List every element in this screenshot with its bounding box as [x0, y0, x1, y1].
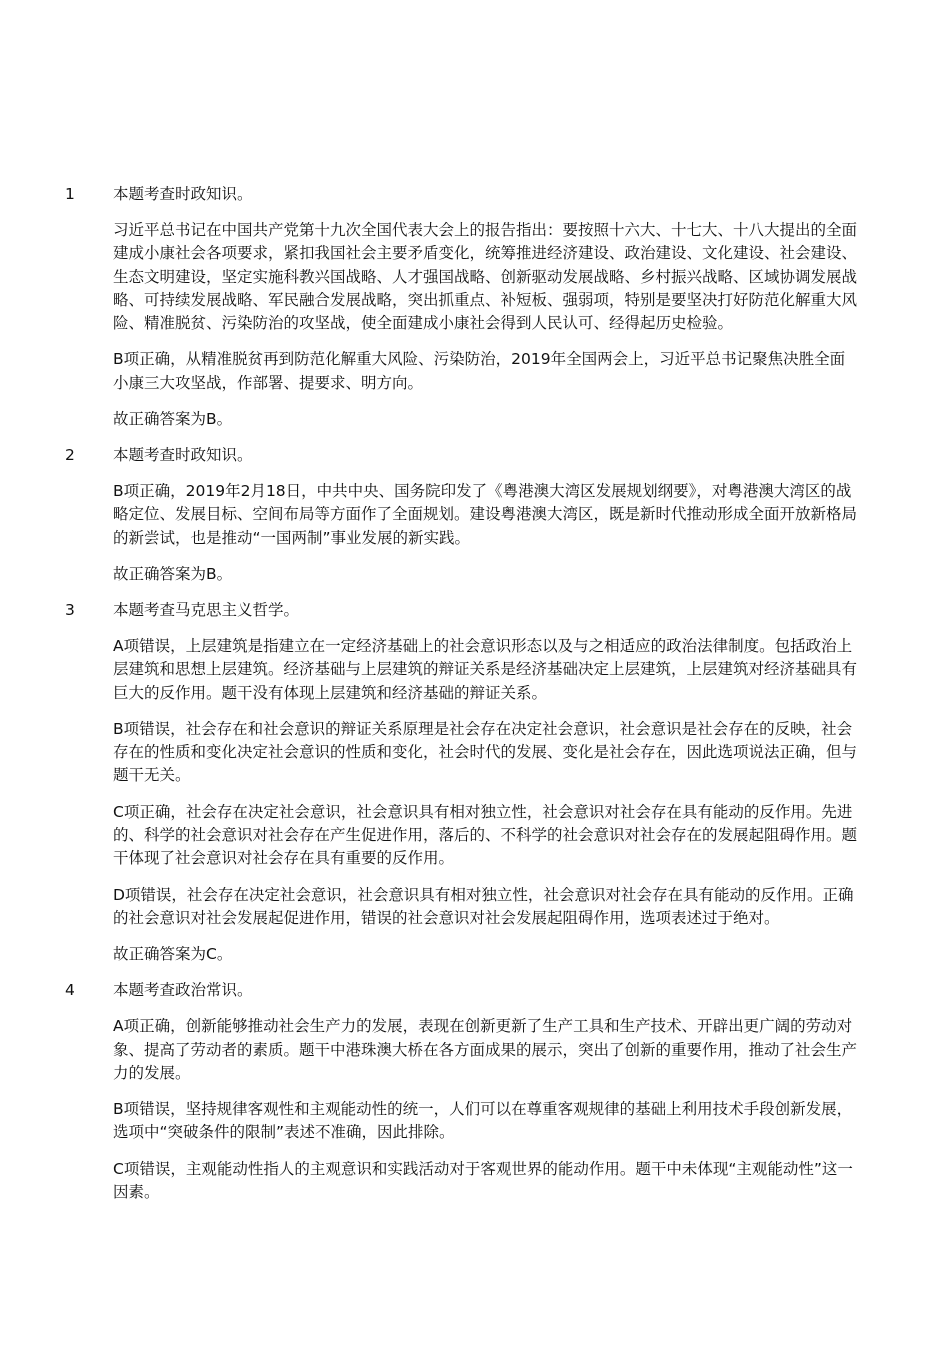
analysis-paragraph: C项错误，主观能动性指人的主观意识和实践活动对于客观世界的能动作用。题干中未体现“主观能动性”这一因素。 — [113, 1159, 853, 1202]
question-analysis-3 — [0, 599, 950, 966]
correct-answer: 故正确答案为B。 — [113, 564, 233, 583]
question-analysis-1 — [0, 183, 950, 431]
analysis-paragraph: D项错误，社会存在决定社会意识，社会意识具有相对独立性，社会意识对社会存在具有能动的反作用。正确的社会意识对社会发展起促进作用，错误的社会意识对社会发展起阻碍作用，选项表述过于绝对。 — [113, 885, 854, 927]
question-number: 2 — [65, 446, 75, 465]
analysis-page — [0, 183, 950, 1217]
question-analysis-2 — [0, 444, 950, 586]
question-topic: 本题考查马克思主义哲学。 — [113, 600, 300, 619]
question-number: 3 — [65, 600, 75, 619]
question-header — [0, 444, 950, 467]
question-topic: 本题考查时政知识。 — [113, 446, 253, 465]
analysis-paragraph: A项错误，上层建筑是指建立在一定经济基础上的社会意识形态以及与之相适应的政治法律制度。包括政治上层建筑和思想上层建筑。经济基础与上层建筑的辩证关系是经济基础决定上层建筑，上层建筑对经济基础具有巨大的反作用。题干没有体现上层建筑和经济基础的辩证关系。 — [113, 636, 858, 702]
question-header — [0, 183, 950, 206]
analysis-paragraph: A项正确，创新能够推动社会生产力的发展，表现在创新更新了生产工具和生产技术、开辟出更广阔的劳动对象、提高了劳动者的素质。题干中港珠澳大桥在各方面成果的展示，突出了创新的重要作用，推动了社会生产力的发展。 — [113, 1017, 858, 1082]
analysis-paragraph: C项正确，社会存在决定社会意识，社会意识具有相对独立性，社会意识对社会存在具有能动的反作用。先进的、科学的社会意识对社会存在产生促进作用，落后的、不科学的社会意识对社会存在的发展起阻碍作用。题干体现了社会意识对社会存在具有重要的反作用。 — [113, 802, 858, 868]
question-analysis-4 — [0, 979, 950, 1204]
analysis-paragraph: B项错误，坚持规律客观性和主观能动性的统一，人们可以在尊重客观规律的基础上利用技术手段创新发展，选项中“突破条件的限制”表述不准确，因此排除。 — [113, 1100, 853, 1142]
analysis-paragraph: 习近平总书记在中国共产党第十九次全国代表大会上的报告指出：要按照十六大、十七大、十八大提出的全面建成小康社会各项要求，紧扣我国社会主要矛盾变化，统筹推进经济建设、政治建设、文化建设、社会建设、生态文明建设，坚定实施科教兴国战略、人才强国战略、创新驱动发展战略、乡村振兴战略、区域协调发展战略、可持续发展战略、军民融合发展战略，突出抓重点、补短板、强弱项，特别是要坚决打好防范化解重大风险、精准脱贫、污染防治的攻坚战，使全面建成小康社会得到人民认可、经得起历史检验。 — [113, 221, 858, 333]
question-header — [0, 979, 950, 1002]
analysis-paragraph: B项正确，从精准脱贫再到防范化解重大风险、污染防治，2019年全国两会上，习近平总书记聚焦决胜全面小康三大攻坚战，作部署、提要求、明方向。 — [113, 350, 846, 392]
question-topic: 本题考查时政知识。 — [113, 185, 253, 203]
analysis-paragraph: B项错误，社会存在和社会意识的辩证关系原理是社会存在决定社会意识，社会意识是社会存在的反映，社会存在的性质和变化决定社会意识的性质和变化，社会时代的发展、变化是社会存在，因此选项说法正确，但与题干无关。 — [113, 719, 858, 785]
analysis-paragraph: B项正确，2019年2月18日，中共中央、国务院印发了《粤港澳大湾区发展规划纲要》，对粤港澳大湾区的战略定位、发展目标、空间布局等方面作了全面规划。建设粤港澳大湾区，既是新时代推动形成全面开放新格局的新尝试，也是推动“一国两制”事业发展的新实践。 — [113, 482, 858, 547]
question-topic: 本题考查政治常识。 — [113, 981, 253, 1000]
question-header — [0, 599, 950, 622]
correct-answer: 故正确答案为C。 — [113, 945, 233, 964]
correct-answer: 故正确答案为B。 — [113, 410, 233, 429]
question-number: 4 — [65, 981, 75, 1000]
question-number: 1 — [65, 185, 75, 203]
